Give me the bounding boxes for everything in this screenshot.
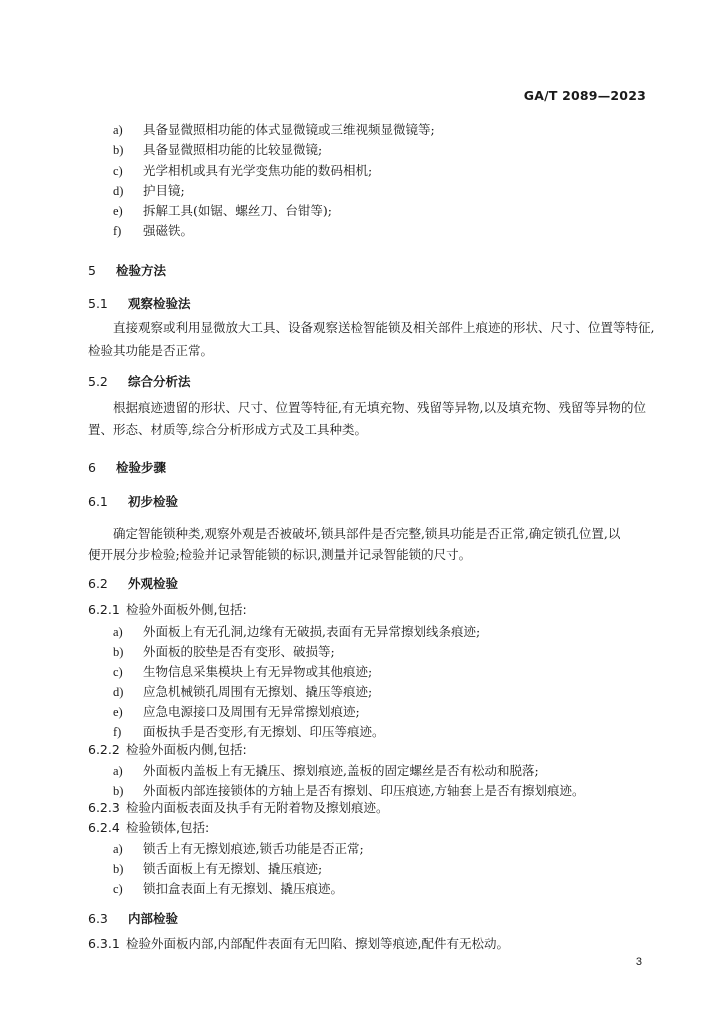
section-heading-5-2 — [88, 374, 191, 390]
list-label: b) — [113, 645, 124, 659]
section-title: 综合分析法 — [128, 374, 191, 389]
list-text: 应急电源接口及周围有无异常擦划痕迹; — [143, 704, 360, 719]
list-item — [113, 142, 322, 158]
list-item — [113, 624, 480, 640]
list-text: 具备显微照相功能的比较显微镜; — [143, 142, 323, 157]
clause-number: 6.2.1 — [88, 602, 120, 617]
list-text: 护目镜; — [143, 183, 185, 198]
clause-text: 检验外面板外侧,包括: — [126, 602, 247, 617]
list-item — [113, 664, 372, 680]
list-label: f) — [113, 725, 122, 739]
section-heading-5-1 — [88, 296, 191, 312]
list-label: e) — [113, 204, 123, 218]
section-number: 6.3 — [88, 911, 108, 926]
section-number: 5.2 — [88, 374, 108, 389]
paragraph-line: 直接观察或利用显微放大工具、设备观察送检智能锁及相关部件上痕迹的形状、尺寸、位置等特征, — [113, 320, 655, 335]
list-text: 外面板内盖板上有无撬压、擦划痕迹,盖板的固定螺丝是否有松动和脱落; — [143, 763, 539, 778]
list-label: d) — [113, 184, 124, 198]
section-number: 6 — [88, 460, 96, 475]
list-item — [113, 644, 335, 660]
list-label: a) — [113, 123, 123, 137]
list-text: 强磁铁。 — [143, 223, 194, 238]
list-item — [113, 163, 372, 179]
section-heading-6 — [88, 460, 166, 476]
list-item — [113, 704, 360, 720]
list-label: a) — [113, 842, 123, 856]
standard-code: GA/T 2089—2023 — [523, 88, 646, 103]
clause-text: 检验外面板内侧,包括: — [126, 742, 247, 757]
paragraph-line: 检验其功能是否正常。 — [88, 343, 214, 358]
list-text: 锁舌上有无擦划痕迹,锁舌功能是否正常; — [143, 841, 364, 856]
paragraph-line: 确定智能锁种类,观察外观是否被破坏,锁具部件是否完整,锁具功能是否正常,确定锁孔位置,以 — [113, 526, 621, 541]
list-item — [113, 841, 364, 857]
list-label: d) — [113, 685, 124, 699]
clause-6-2-3 — [88, 798, 389, 818]
list-text: 外面板上有无孔洞,边缘有无破损,表面有无异常擦划线条痕迹; — [143, 624, 481, 639]
section-title: 观察检验法 — [128, 296, 191, 311]
paragraph-line: 便开展分步检验;检验并记录智能锁的标识,测量并记录智能锁的尺寸。 — [88, 547, 472, 562]
paragraph-line: 根据痕迹遗留的形状、尺寸、位置等特征,有无填充物、残留等异物,以及填充物、残留等异物的位 — [113, 400, 646, 415]
list-label: b) — [113, 784, 124, 798]
section-heading-5 — [88, 263, 166, 279]
list-text: 光学相机或具有光学变焦功能的数码相机; — [143, 163, 373, 178]
list-label: e) — [113, 705, 123, 719]
clause-6-2-1 — [88, 600, 247, 620]
list-item — [113, 684, 372, 700]
clause-text: 检验外面板内部,内部配件表面有无凹陷、擦划等痕迹,配件有无松动。 — [126, 936, 509, 951]
section-number: 6.2 — [88, 576, 108, 591]
list-text: 外面板的胶垫是否有变形、破损等; — [143, 644, 335, 659]
list-text: 外面板内部连接锁体的方轴上是否有擦划、印压痕迹,方轴套上是否有擦划痕迹。 — [143, 783, 585, 798]
clause-6-3-1 — [88, 934, 509, 954]
list-item — [113, 203, 332, 219]
list-label: f) — [113, 224, 122, 238]
list-item — [113, 763, 539, 779]
list-text: 面板执手是否变形,有无擦划、印压等痕迹。 — [143, 724, 385, 739]
section-title: 检验步骤 — [116, 460, 167, 475]
paragraph-line: 置、形态、材质等,综合分析形成方式及工具种类。 — [88, 422, 367, 437]
clause-text: 检验内面板表面及执手有无附着物及擦划痕迹。 — [126, 800, 389, 815]
list-label: b) — [113, 862, 124, 876]
section-title: 外观检验 — [128, 576, 179, 591]
list-label: c) — [113, 665, 123, 679]
section-title: 检验方法 — [116, 263, 167, 278]
clause-6-2-4 — [88, 818, 209, 838]
list-item — [113, 861, 322, 877]
list-item — [113, 724, 384, 740]
list-item — [113, 122, 435, 138]
section-number: 5.1 — [88, 296, 108, 311]
list-text: 生物信息采集模块上有无异物或其他痕迹; — [143, 664, 373, 679]
clause-6-2-2 — [88, 740, 247, 760]
clause-text: 检验锁体,包括: — [126, 820, 210, 835]
list-label: c) — [113, 882, 123, 896]
list-text: 应急机械锁孔周围有无擦划、撬压等痕迹; — [143, 684, 373, 699]
list-item — [113, 223, 193, 239]
list-item — [113, 183, 185, 199]
section-number: 5 — [88, 263, 96, 278]
list-label: a) — [113, 625, 123, 639]
section-heading-6-1 — [88, 494, 178, 510]
list-text: 拆解工具(如锯、螺丝刀、台钳等); — [143, 203, 332, 218]
list-text: 锁舌面板上有无擦划、撬压痕迹; — [143, 861, 323, 876]
section-title: 初步检验 — [128, 494, 179, 509]
section-heading-6-2 — [88, 576, 178, 592]
list-label: a) — [113, 764, 123, 778]
clause-number: 6.3.1 — [88, 936, 120, 951]
list-text: 锁扣盒表面上有无擦划、撬压痕迹。 — [143, 881, 344, 896]
list-text: 具备显微照相功能的体式显微镜或三维视频显微镜等; — [143, 122, 435, 137]
clause-number: 6.2.4 — [88, 820, 120, 835]
list-label: c) — [113, 164, 123, 178]
clause-number: 6.2.3 — [88, 800, 120, 815]
list-label: b) — [113, 143, 124, 157]
section-number: 6.1 — [88, 494, 108, 509]
page-number: 3 — [635, 956, 642, 968]
list-item — [113, 881, 343, 897]
section-title: 内部检验 — [128, 911, 179, 926]
list-item — [113, 783, 584, 799]
clause-number: 6.2.2 — [88, 742, 120, 757]
section-heading-6-3 — [88, 911, 178, 927]
